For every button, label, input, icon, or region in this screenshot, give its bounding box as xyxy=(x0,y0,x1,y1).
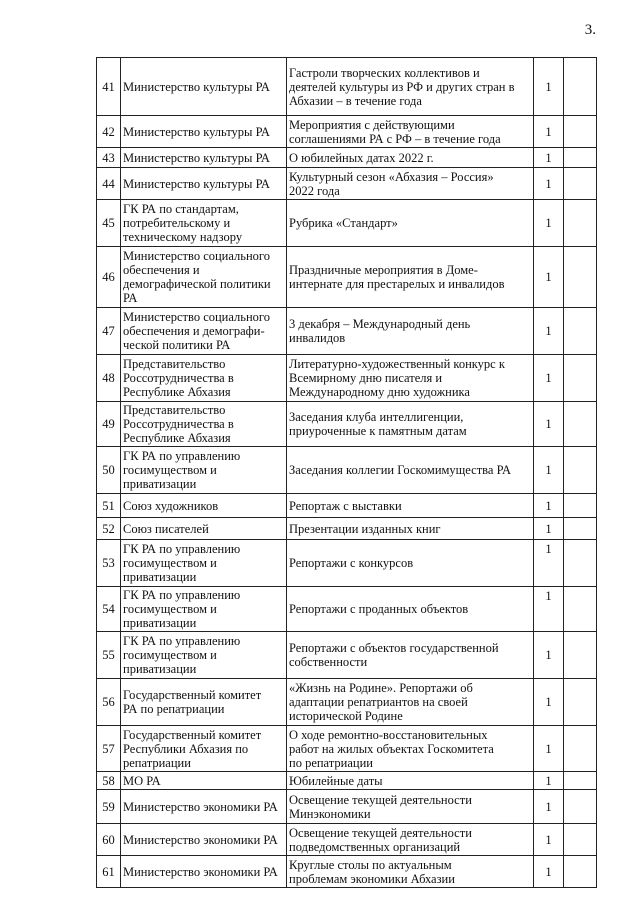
event-line: Рубрика «Стандарт» xyxy=(289,216,398,230)
note-cell xyxy=(564,200,597,247)
note-cell xyxy=(564,494,597,518)
table-row xyxy=(97,540,597,587)
organization-line: Союз художников xyxy=(123,498,219,513)
event-cell xyxy=(287,494,534,518)
organization-line: обеспечения и xyxy=(123,263,200,277)
note-cell xyxy=(564,824,597,856)
table-row xyxy=(97,494,597,518)
note-cell xyxy=(564,402,597,447)
organization-line: Республики Абхазия по xyxy=(123,741,249,756)
organization-cell xyxy=(121,355,287,402)
quantity-cell: 1 xyxy=(534,494,564,518)
organization-line: Министерство экономики РА xyxy=(123,864,278,879)
event-line: Всемирному дню писателя и xyxy=(289,371,443,385)
event-line: 2022 года xyxy=(289,183,340,198)
event-cell xyxy=(287,726,534,772)
note-cell xyxy=(564,308,597,355)
table-row xyxy=(97,308,597,355)
row-number: 54 xyxy=(97,587,121,632)
organization-line: ГК РА по управлению xyxy=(123,634,241,648)
organization-line: Россотрудничества в xyxy=(123,371,234,385)
event-line: Презентации изданных книг xyxy=(289,521,441,536)
event-cell xyxy=(287,518,534,540)
organization-line: Представительство xyxy=(123,403,226,417)
event-line: Репортажи с проданных объектов xyxy=(289,602,469,616)
event-line: инвалидов xyxy=(289,331,346,345)
event-line: соглашениями РА с РФ – в течение года xyxy=(289,131,501,146)
organization-line: Министерство экономики РА xyxy=(123,799,278,814)
note-cell xyxy=(564,679,597,726)
table-row xyxy=(97,247,597,308)
table-row xyxy=(97,790,597,824)
row-number: 45 xyxy=(97,200,121,247)
event-line: Абхазии – в течение года xyxy=(289,93,422,108)
organization-line: Представительство xyxy=(123,357,226,371)
quantity-cell: 1 xyxy=(534,632,564,679)
organization-cell xyxy=(121,116,287,148)
organization-line: РА по репатриации xyxy=(123,702,225,716)
organization-line: Россотрудничества в xyxy=(123,417,234,431)
note-cell xyxy=(564,790,597,824)
row-number: 46 xyxy=(97,247,121,308)
organization-line: госимуществом и xyxy=(123,602,217,616)
organization-line: Союз писателей xyxy=(123,521,209,536)
quantity-cell: 1 xyxy=(534,540,564,587)
event-line: Круглые столы по актуальным xyxy=(289,857,452,872)
table-row xyxy=(97,632,597,679)
organization-cell xyxy=(121,518,287,540)
organization-line: обеспечения и демографи- xyxy=(123,324,265,338)
organization-line: приватизации xyxy=(123,570,197,584)
event-line: Литературно-художественный конкурс к xyxy=(289,357,505,371)
quantity-cell: 1 xyxy=(534,790,564,824)
row-number: 42 xyxy=(97,116,121,148)
event-cell xyxy=(287,148,534,168)
table-row xyxy=(97,679,597,726)
quantity-cell: 1 xyxy=(534,856,564,888)
page-number: 3. xyxy=(584,22,596,38)
table-row xyxy=(97,58,597,116)
event-line: адаптации репатриантов на своей xyxy=(289,695,468,709)
note-cell xyxy=(564,247,597,308)
organization-line: госимуществом и xyxy=(123,463,217,477)
event-line: интернате для престарелых и инвалидов xyxy=(289,277,505,291)
table-row xyxy=(97,726,597,772)
row-number: 59 xyxy=(97,790,121,824)
organization-line: Республике Абхазия xyxy=(123,385,231,399)
organization-cell xyxy=(121,772,287,790)
organization-line: ГК РА по управлению xyxy=(123,588,241,602)
organization-line: ческой политики РА xyxy=(123,338,231,352)
quantity-cell: 1 xyxy=(534,200,564,247)
event-cell xyxy=(287,632,534,679)
row-number: 41 xyxy=(97,58,121,116)
event-line: Минэкономики xyxy=(289,806,371,821)
event-line: Заседания коллегии Госкомимущества РА xyxy=(289,463,511,477)
organization-line: госимуществом и xyxy=(123,648,217,662)
note-cell xyxy=(564,518,597,540)
organization-cell xyxy=(121,540,287,587)
table-row xyxy=(97,447,597,494)
event-line: О ходе ремонтно-восстановительных xyxy=(289,727,488,742)
event-cell xyxy=(287,587,534,632)
organization-line: Министерство социального xyxy=(123,310,270,324)
organization-line: приватизации xyxy=(123,616,197,630)
note-cell xyxy=(564,772,597,790)
table-row xyxy=(97,168,597,200)
event-line: деятелей культуры из РФ и других стран в xyxy=(289,79,515,94)
event-line: исторической Родине xyxy=(289,709,403,723)
row-number: 43 xyxy=(97,148,121,168)
event-line: Освещение текущей деятельности xyxy=(289,825,472,840)
organization-line: Министерство социального xyxy=(123,249,270,263)
event-line: Культурный сезон «Абхазия – Россия» xyxy=(289,169,494,184)
organization-line: Министерство культуры РА xyxy=(123,176,270,191)
event-cell xyxy=(287,790,534,824)
organization-cell xyxy=(121,856,287,888)
table-row xyxy=(97,148,597,168)
organization-cell xyxy=(121,200,287,247)
organization-line: приватизации xyxy=(123,477,197,491)
quantity-cell: 1 xyxy=(534,587,564,632)
row-number: 50 xyxy=(97,447,121,494)
row-number: 56 xyxy=(97,679,121,726)
quantity-cell: 1 xyxy=(534,58,564,116)
row-number: 61 xyxy=(97,856,121,888)
organization-line: РА xyxy=(123,291,138,305)
note-cell xyxy=(564,587,597,632)
table-row xyxy=(97,200,597,247)
event-line: Репортажи с объектов государственной xyxy=(289,641,499,655)
organization-cell xyxy=(121,247,287,308)
note-cell xyxy=(564,447,597,494)
table-body xyxy=(97,58,597,888)
event-line: проблемам экономики Абхазии xyxy=(289,871,455,886)
row-number: 53 xyxy=(97,540,121,587)
event-line: Гастроли творческих коллективов и xyxy=(289,65,480,80)
row-number: 51 xyxy=(97,494,121,518)
table-row xyxy=(97,116,597,148)
organization-line: Государственный комитет xyxy=(123,688,262,702)
row-number: 47 xyxy=(97,308,121,355)
quantity-cell: 1 xyxy=(534,824,564,856)
organization-line: ГК РА по стандартам, xyxy=(123,202,239,216)
organization-line: приватизации xyxy=(123,662,197,676)
event-line: Репортажи с конкурсов xyxy=(289,556,414,570)
event-cell xyxy=(287,540,534,587)
table-row xyxy=(97,518,597,540)
row-number: 55 xyxy=(97,632,121,679)
quantity-cell: 1 xyxy=(534,148,564,168)
organization-line: Министерство культуры РА xyxy=(123,124,270,139)
organization-cell xyxy=(121,168,287,200)
note-cell xyxy=(564,148,597,168)
row-number: 49 xyxy=(97,402,121,447)
organization-cell xyxy=(121,148,287,168)
event-line: Международному дню художника xyxy=(289,385,470,399)
event-line: собственности xyxy=(289,655,368,669)
quantity-cell: 1 xyxy=(534,447,564,494)
event-cell xyxy=(287,168,534,200)
organization-cell xyxy=(121,447,287,494)
event-cell xyxy=(287,402,534,447)
event-line: О юбилейных датах 2022 г. xyxy=(289,150,434,165)
row-number: 57 xyxy=(97,726,121,772)
organization-line: Министерство культуры РА xyxy=(123,79,270,94)
quantity-cell: 1 xyxy=(534,726,564,772)
row-number: 52 xyxy=(97,518,121,540)
organization-line: МО РА xyxy=(123,773,161,788)
note-cell xyxy=(564,856,597,888)
event-line: Юбилейные даты xyxy=(289,773,383,788)
table-row xyxy=(97,355,597,402)
organization-cell xyxy=(121,494,287,518)
note-cell xyxy=(564,540,597,587)
quantity-cell: 1 xyxy=(534,308,564,355)
organization-line: ГК РА по управлению xyxy=(123,449,241,463)
event-cell xyxy=(287,824,534,856)
organization-cell xyxy=(121,632,287,679)
organization-line: репатриации xyxy=(123,755,191,770)
note-cell xyxy=(564,116,597,148)
note-cell xyxy=(564,632,597,679)
quantity-cell: 1 xyxy=(534,116,564,148)
event-cell xyxy=(287,355,534,402)
event-cell xyxy=(287,447,534,494)
organization-cell xyxy=(121,587,287,632)
event-cell xyxy=(287,247,534,308)
event-line: Праздничные мероприятия в Доме- xyxy=(289,263,478,277)
note-cell xyxy=(564,355,597,402)
organization-cell xyxy=(121,402,287,447)
note-cell xyxy=(564,168,597,200)
quantity-cell: 1 xyxy=(534,168,564,200)
event-cell xyxy=(287,679,534,726)
event-cell xyxy=(287,58,534,116)
table-row xyxy=(97,587,597,632)
organization-cell xyxy=(121,308,287,355)
event-cell xyxy=(287,200,534,247)
organization-line: Министерство экономики РА xyxy=(123,832,278,847)
organization-cell xyxy=(121,790,287,824)
organization-cell xyxy=(121,679,287,726)
event-line: Освещение текущей деятельности xyxy=(289,792,472,807)
organization-line: потребительскому и xyxy=(123,216,231,230)
organization-line: Республике Абхазия xyxy=(123,431,231,445)
event-line: Репортаж с выставки xyxy=(289,498,402,513)
event-line: 3 декабря – Международный день xyxy=(289,317,471,331)
quantity-cell: 1 xyxy=(534,402,564,447)
event-line: подведомственных организаций xyxy=(289,839,461,854)
event-cell xyxy=(287,308,534,355)
event-cell xyxy=(287,772,534,790)
event-line: работ на жилых объектах Госкомитета xyxy=(289,741,494,756)
quantity-cell: 1 xyxy=(534,679,564,726)
note-cell xyxy=(564,58,597,116)
table-row xyxy=(97,856,597,888)
row-number: 58 xyxy=(97,772,121,790)
table-row xyxy=(97,824,597,856)
table-row xyxy=(97,402,597,447)
media-plan-table xyxy=(96,57,597,888)
event-line: по репатриации xyxy=(289,755,373,770)
organization-line: техническому надзору xyxy=(123,230,243,244)
event-line: Заседания клуба интеллигенции, xyxy=(289,410,464,424)
note-cell xyxy=(564,726,597,772)
organization-line: демографической политики xyxy=(123,277,271,291)
table-row xyxy=(97,772,597,790)
row-number: 60 xyxy=(97,824,121,856)
organization-cell xyxy=(121,58,287,116)
row-number: 44 xyxy=(97,168,121,200)
quantity-cell: 1 xyxy=(534,772,564,790)
event-line: «Жизнь на Родине». Репортажи об xyxy=(289,681,473,695)
organization-line: госимуществом и xyxy=(123,556,217,570)
quantity-cell: 1 xyxy=(534,247,564,308)
row-number: 48 xyxy=(97,355,121,402)
event-line: Мероприятия с действующими xyxy=(289,117,455,132)
event-cell xyxy=(287,856,534,888)
organization-line: Государственный комитет xyxy=(123,727,262,742)
organization-line: Министерство культуры РА xyxy=(123,150,270,165)
organization-cell xyxy=(121,824,287,856)
quantity-cell: 1 xyxy=(534,355,564,402)
quantity-cell: 1 xyxy=(534,518,564,540)
organization-cell xyxy=(121,726,287,772)
organization-line: ГК РА по управлению xyxy=(123,542,241,556)
event-cell xyxy=(287,116,534,148)
event-line: приуроченные к памятным датам xyxy=(289,424,467,438)
